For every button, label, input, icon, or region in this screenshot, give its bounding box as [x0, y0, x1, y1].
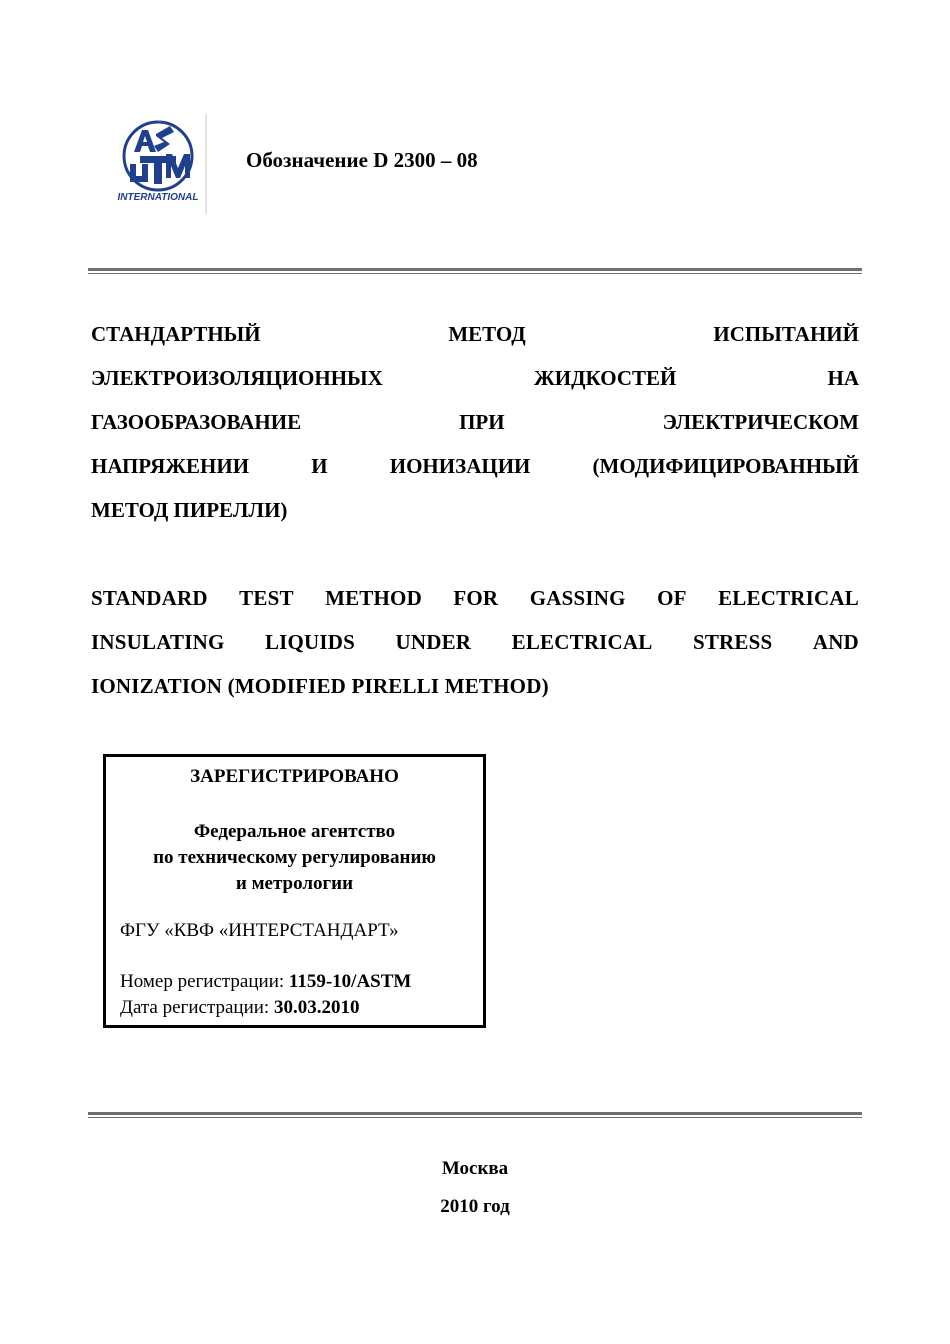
word: ELECTRICAL: [511, 630, 653, 654]
title-ru-line-1: [91, 312, 859, 356]
title-ru-line-4: [91, 444, 859, 488]
word: GASSING: [529, 586, 626, 610]
word: (МОДИФИЦИРОВАННЫЙ: [592, 454, 859, 478]
registration-heading: ЗАРЕГИСТРИРОВАНО: [190, 766, 399, 787]
word: AND: [812, 630, 859, 654]
top-divider: [88, 268, 862, 274]
word: FOR: [453, 586, 499, 610]
title-en-line-2: [91, 620, 859, 664]
word: ЭЛЕКТРИЧЕСКОМ: [662, 410, 859, 434]
word: OF: [657, 586, 687, 610]
registration-date-label: Дата регистрации:: [120, 997, 274, 1018]
word: НАПРЯЖЕНИИ: [91, 454, 250, 478]
registration-date: [120, 997, 359, 1019]
word: TEST: [239, 586, 294, 610]
title-en-line-1: [91, 576, 859, 620]
registration-number-value: 1159-10/ASTM: [288, 971, 412, 992]
word: СТАНДАРТНЫЙ: [91, 322, 261, 346]
title-ru-line-5: МЕТОД ПИРЕЛЛИ): [91, 498, 288, 522]
word: STANDARD: [91, 586, 208, 610]
agency-line-3: и метрологии: [235, 873, 354, 894]
title-english: [91, 576, 859, 708]
bottom-divider: [88, 1112, 862, 1118]
word: LIQUIDS: [264, 630, 356, 654]
word: ЖИДКОСТЕЙ: [533, 366, 677, 390]
registration-stamp: [103, 754, 486, 1028]
footer-year: 2010 год: [440, 1196, 510, 1217]
registration-number-label: Номер регистрации:: [120, 971, 289, 992]
registration-number: [120, 971, 411, 993]
word: INSULATING: [91, 630, 225, 654]
astm-logo-graphic: [112, 112, 208, 216]
title-ru-line-3: [91, 400, 859, 444]
agency-line-1: Федеральное агентство: [193, 821, 396, 842]
word: ИОНИЗАЦИИ: [389, 454, 531, 478]
word: METHOD: [325, 586, 422, 610]
title-russian: [91, 312, 859, 532]
agency-line-2: по техническому регулированию: [153, 847, 436, 868]
footer-city: Москва: [441, 1158, 509, 1179]
word: UNDER: [395, 630, 472, 654]
title-en-line-3: IONIZATION (MODIFIED PIRELLI METHOD): [91, 674, 549, 698]
logo-subtext: INTERNATIONAL: [117, 192, 199, 203]
word: ГАЗООБРАЗОВАНИЕ: [91, 410, 302, 434]
word: МЕТОД: [448, 322, 526, 346]
designation: Обозначение D 2300 – 08: [246, 148, 478, 172]
logo-text: ASTM: [158, 122, 161, 123]
word: ИСПЫТАНИЙ: [713, 322, 859, 346]
astm-logo: [112, 112, 208, 216]
title-ru-line-2: [91, 356, 859, 400]
registration-organization: ФГУ «КВФ «ИНТЕРСТАНДАРТ»: [120, 920, 399, 941]
registration-date-value: 30.03.2010: [273, 997, 360, 1018]
word: И: [311, 454, 328, 478]
word: STRESS: [692, 630, 773, 654]
registration-agency: [106, 819, 483, 897]
word: ПРИ: [459, 410, 505, 434]
word: ELECTRICAL: [718, 586, 859, 610]
word: НА: [827, 366, 859, 390]
word: ЭЛЕКТРОИЗОЛЯЦИОННЫХ: [91, 366, 383, 390]
